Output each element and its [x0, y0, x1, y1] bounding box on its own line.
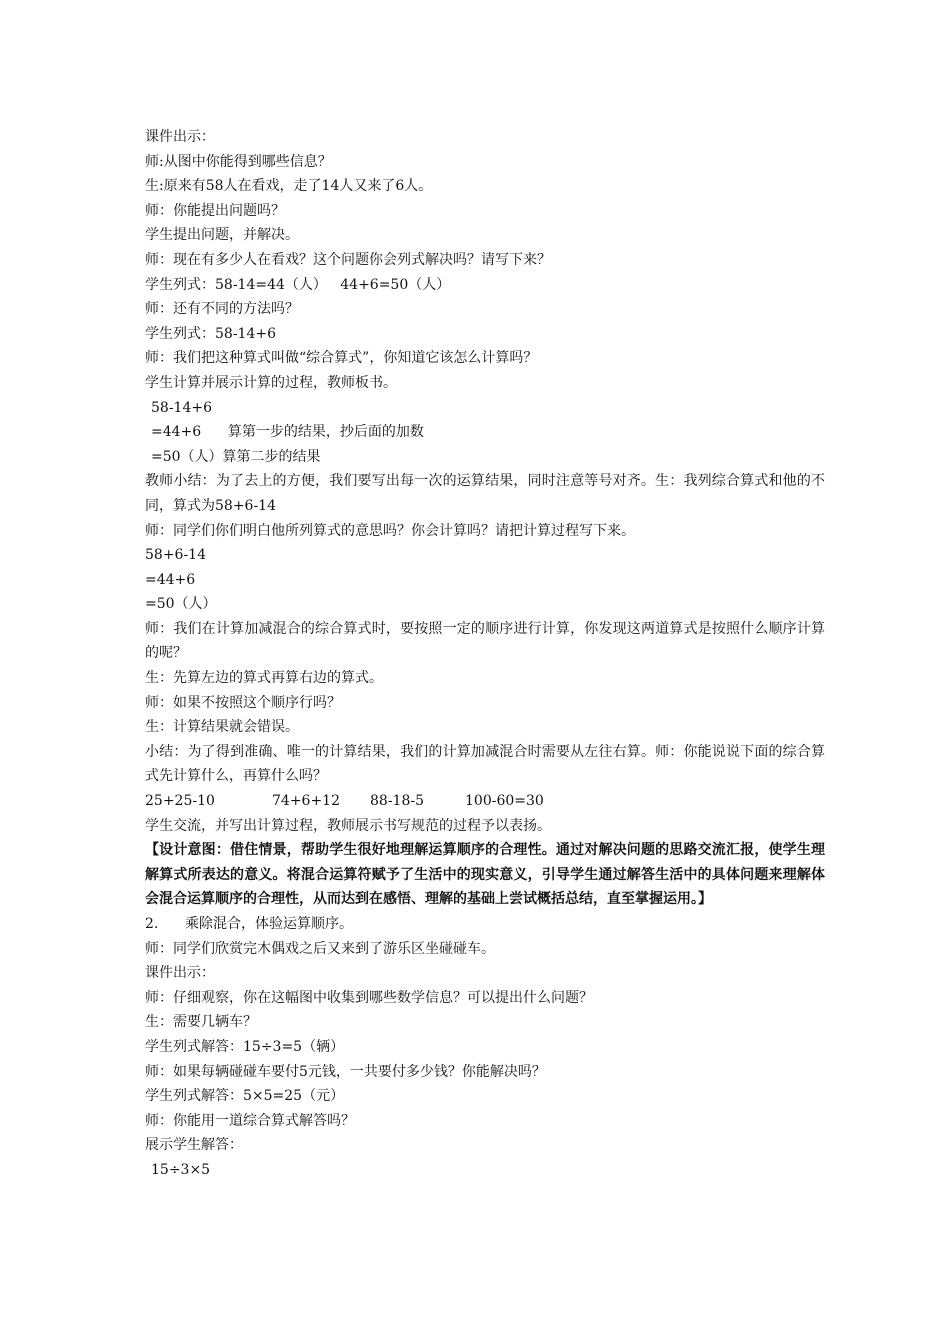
exercise-item: 100-60=30 [465, 793, 544, 810]
text-line: 展示学生解答： [145, 1137, 243, 1154]
formula-line: 58-14+6 [151, 399, 212, 416]
text-line: 学生交流，并写出计算过程，教师展示书写规范的过程予以表扬。 [145, 817, 551, 834]
text-line: 学生列式解答：5×5=25（元） [145, 1088, 345, 1105]
design-intent-paragraph: 【设计意图：借住情景，帮助学生很好地理解运算顺序的合理性。通过对解决问题的思路交流汇报，使学生理解算式所表达的意义。将混合运算符赋予了生活中的现实意义，引导学生通过解答生活中的具体问题来理解体会混合运算顺序的合理性，从而达到在感悟、理解的基础上尝试概括总结，直至掌握运用。】 [145, 842, 825, 908]
text-paragraph: 教师小结：为了去上的方便，我们要写出每一次的运算结果，同时注意等号对齐。生：我列综合算式和他的不同，算式为58+6-14 [145, 473, 825, 514]
text-line: 师：如果每辆碰碰车要付5元钱，一共要付多少钱？你能解决吗？ [145, 1063, 546, 1080]
formula-line: =50（人） [145, 596, 217, 613]
text-line: 师：现在有多少人在看戏？这个问题你会列式解决吗？请写下来？ [145, 251, 551, 268]
document-body [145, 125, 825, 1183]
exercise-item: 88-18-5 [370, 793, 424, 810]
text-line: 师:从图中你能得到哪些信息？ [145, 153, 332, 170]
text-line: 师：同学们欣赏完木偶戏之后又来到了游乐区坐碰碰车。 [145, 940, 495, 957]
text-line: 生：先算左边的算式再算右边的算式。 [145, 670, 383, 687]
text-line: 师：你能提出问题吗？ [145, 202, 285, 219]
text-line: 师：你能用一道综合算式解答吗？ [145, 1112, 355, 1129]
text-line: 生：计算结果就会错误。 [145, 719, 299, 736]
text-line: 学生列式：58-14+6 [145, 325, 276, 342]
formula-line: =44+6 [145, 571, 196, 588]
text-line: 师：还有不同的方法吗？ [145, 301, 299, 318]
text-line: 学生计算并展示计算的过程，教师板书。 [145, 374, 397, 391]
text-line: 学生列式：58-14=44（人） 44+6=50（人） [145, 276, 451, 293]
text-line: 师：如果不按照这个顺序行吗？ [145, 694, 341, 711]
text-paragraph: 小结：为了得到准确、唯一的计算结果，我们的计算加减混合时需要从左往右算。师：你能说说下面的综合算式先计算什么，再算什么吗？ [145, 743, 825, 785]
text-line: 生：需要几辆车？ [145, 1014, 257, 1031]
exercise-row [145, 789, 825, 814]
formula-line: =44+6 算第一步的结果，抄后面的加数 [151, 424, 424, 441]
text-line: 师：同学们你们明白他所列算式的意思吗？你会计算吗？请把计算过程写下来。 [145, 522, 635, 539]
text-line: 学生提出问题，并解决。 [145, 227, 299, 244]
text-paragraph: 师：我们在计算加减混合的综合算式时，要按照一定的顺序进行计算，你发现这两道算式是按照什么顺序计算的呢？ [145, 620, 825, 662]
text-line: 课件出示： [145, 129, 215, 145]
formula-line: =50（人）算第二步的结果 [151, 448, 321, 465]
section-heading: 2. 乘除混合，体验运算顺序。 [145, 916, 354, 932]
formula-line: 15÷3×5 [151, 1161, 211, 1178]
formula-line: 58+6-14 [145, 547, 206, 564]
text-line: 师：仔细观察，你在这幅图中收集到哪些数学信息？可以提出什么问题？ [145, 989, 593, 1006]
exercise-item: 25+25-10 [145, 793, 215, 810]
exercise-item: 74+6+12 [272, 793, 340, 810]
text-line: 师：我们把这种算式叫做“综合算式”，你知道它该怎么计算吗？ [145, 350, 538, 367]
text-line: 生:原来有58人在看戏，走了14人又来了6人。 [145, 178, 433, 195]
text-line: 课件出示： [145, 965, 215, 982]
text-line: 学生列式解答：15÷3=5（辆） [145, 1038, 345, 1055]
